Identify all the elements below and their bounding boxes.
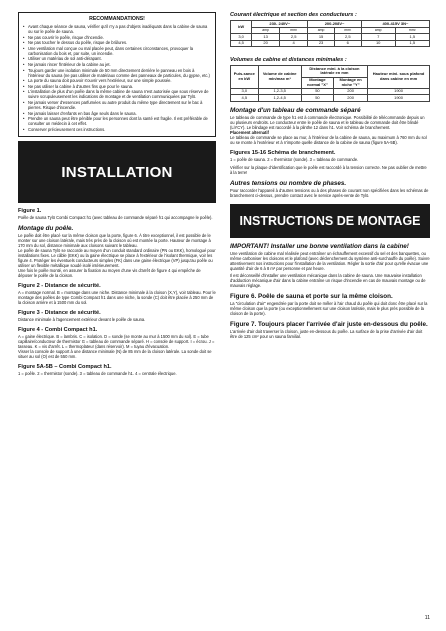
installation-banner: INSTALLATION (18, 141, 216, 203)
table-cell: 50 (301, 95, 333, 102)
recommendation-item: • Ne pas couvrir le poêle, risque d'incendie. (23, 35, 211, 40)
kw-header: kW (231, 21, 252, 34)
current-title: Courant électrique et section des conducteurs : (230, 12, 357, 18)
fig1516-title: Figures 15-16 Schéma de branchement. (230, 149, 336, 156)
fig7-title: Figure 7. Toujours placer l'arrivée d'air juste en-dessous du poêle. (230, 320, 428, 328)
table-cell: 4,5 (231, 40, 252, 47)
left-column (18, 12, 216, 376)
important-paragraph-1: Une ventilation de cabine mal réalisée peut entraîner un échauffement excessif du sel et des banquettes, ou même carboniser les cloisons et le plafond (avec déclenchement du système anti-surchauffe du poêle). Suivre attentivement nos instructions pour l'installation de la ventilation. Régler la sortie d'air pour qu'elle évacue une quantité d'air de 6 à 8 m³ par personne et par heure. (230, 250, 430, 271)
fig1516-text: 1 = poêle de sauna. 2 = thermistor (sonde). 3 = tableau de commande. (230, 156, 359, 162)
table-cell: 6 (334, 40, 361, 47)
volume-title: Volumes de cabine et distances minimales : (230, 57, 347, 64)
montage-paragraph-3: Une fois le poêle monté, en assurer la fixation au moyen d'une vis d'arrêt de figure 4 qui empêche de déposer le poêle de la cloison. (18, 268, 201, 279)
fig1-title: Figure 1. (18, 208, 42, 215)
montage-paragraph-2: Le poêle de sauna Tylö se raccorde au moyen d'un conduit standard ordinaire (PN ou EKK), homologué pour installations fixes. Le câble (EKK) ou la gaine électrique se place à l'extérieur de l'isolant thermique, voir les figure 4. Protéger les éventuels conducteurs simples (FK) dans une gaine électrique (VP) jusqu'au poêle ou utiliser un flexible métallique soudé isolé intérieurement. (18, 248, 216, 269)
fig4-text-2: Visser la console de support à une distance minimale (N) de 85 mm de la cloison latérale. La sonde doit se situer au sol (O) est de 550 mm. (18, 349, 212, 360)
fig4-text: A = gaine électrique. B = lambris. C = isolation. D = sonde (se monte au mur à 1500 mm du sol). E = tube capillaire/conducteur de thermistor G = tableau de commande séparé. H = console de support. I = écrou. J = tasseau. K = vis d'arrêt. L = thermoplateur (dans réservoir). M = tuyau d'évacuation. (18, 334, 215, 350)
table-cell: 7 (361, 34, 395, 41)
recommendation-item: • Une ventilation mal conçue ou mal placée peut, dans certaines circonstances, provoquer la carbonisation du bois et, par suite, un incendie. (23, 46, 211, 56)
table-cell: 20 (252, 40, 280, 47)
fig7-text: L'arrivée d'air doit traverser la cloison, juste en-dessous du poêle. La surface de la prise d'arrivée d'air doit être de 125 cm² pour un sauna familial. (230, 328, 423, 339)
remote-paragraph-2: Le tableau de commande se place au mur, à l'intérieur de la cabine de sauna, au maximum à 760 mm du sol ou se monte à l'extérieur et à n'importe quelle distance de la cabine de sauna (figure 5A-5B). (230, 134, 427, 145)
fig5-title: Figure 5A-5B – Combi Compact h1. (18, 364, 112, 371)
table-cell: 1,2-3,5 (258, 88, 301, 95)
fig6-text: La "circulation d'air" engendrée par la porte doit se mêler à l'air chaud du poêle qui doit donc être placé sur la même cloison que la porte (ou exceptionnellement sur une cloison latérale, mais le plus près possible de la cloison de la porte). (230, 300, 428, 316)
montage-title: Montage du poêle. (18, 225, 74, 233)
recommendation-item: • L'installation de plus d'un poêle dans la même cabine de sauna n'est autorisée que sous réserve de suivre scrupuleusement les indications de montage et de ventilation communiquées par Tylö. (23, 89, 211, 99)
remote-title: Montage d'un tableau de commande séparé (230, 106, 361, 114)
recommendation-item: • Prendre un sauna peut être pénible pour les personnes dont la santé est fragile. Il est préférable de consulter un médecin à cet effet. (23, 116, 211, 126)
table-cell: 1,5 (395, 34, 429, 41)
sub-header: amp (252, 27, 280, 34)
recommendations-list (23, 24, 211, 132)
important-paragraph-2: Il est déconseillé d'installer une ventilation mécanique dans la cabine de sauna. Une mauvaise installation d'adduction mécanique d'air dans la cabine entraîne un risque d'incendie en cas de mauvais montage ou de mauvais réglage. (230, 272, 426, 288)
table-cell: 2,5 (334, 34, 361, 41)
recommendation-item: • Ne pas utiliser la cabine à d'autres fins que pour le sauna. (23, 84, 211, 89)
table-cell: 23 (308, 40, 334, 47)
fig5-text: 1 = poêle. 2 = thermistor (sonde). 3 = tableau de commande h1. 4 = centrale électrique. (18, 371, 177, 377)
table-cell: 200 (334, 88, 368, 95)
important-title: IMPORTANT! Installer une bonne ventilation dans la cabine! (230, 242, 409, 250)
remote-alt-title: Placement alternatif (230, 129, 269, 135)
group-header: 230- 240V~ (252, 21, 308, 28)
sub-header: mm² (334, 27, 361, 34)
verify-text: Vérifier sur la plaque d'identification que le poêle est raccordé à la tension correcte. Ne pas oublier de mettre à la terre! (230, 164, 427, 175)
table-cell: 200 (334, 95, 368, 102)
table-cell: 4,5 (231, 95, 259, 102)
fig2-title: Figure 2 - Distance de sécurité. (18, 283, 101, 290)
remote-paragraph-1: Le tableau de commande de type h1 est à commande électronique. Possibilité de télécommande depuis un ou plusieurs endroits. Le conducteur entre le poêle de sauna et le tableau de commande doit être blindé (LiYCY). Le blindage est raccordé à la plinthe 12 dans h1. Voir schéma de branchement. (230, 114, 425, 130)
table-row (231, 88, 430, 95)
montage-banner: INSTRUCTIONS DE MONTAGE (230, 204, 430, 238)
recommendations-box (18, 12, 216, 137)
group-header: 400-415V 3N~ (361, 21, 429, 28)
vol-header: Hauteur mini. sous plafond dans cabine en mm (368, 66, 430, 88)
table-cell: 3,0 (231, 34, 252, 41)
recommendations-title: RECOMMANDATIONS! (89, 16, 145, 22)
table-row (231, 95, 430, 102)
sub-header: mm² (395, 27, 429, 34)
table-cell: 15 (308, 34, 334, 41)
volume-table (230, 65, 430, 102)
vol-header: Puis-sance en kW (231, 66, 259, 88)
table-cell: 10 (361, 40, 395, 47)
table-cell: 50 (301, 88, 333, 95)
recommendation-item: • Conserver précieusement ces instructions. (23, 127, 211, 132)
vol-sub-header: Montage en niche "Y" (334, 77, 368, 88)
table-cell: 3,0 (231, 88, 259, 95)
recommendation-item: • Ne jamais rincer l'intérieur de la cabine au jet. (23, 62, 211, 67)
fig4-title: Figure 4 - Combi Compact h1. (18, 327, 98, 334)
recommendation-item: • Ne pas toucher le dessus du poêle, risque de brûlures. (23, 40, 211, 45)
other-voltages-title: Autres tensions ou nombre de phases. (230, 179, 347, 187)
table-cell: 1,5 (395, 40, 429, 47)
table-cell: 1900 (368, 88, 430, 95)
table-cell: 1,2-4,5 (258, 95, 301, 102)
current-table (230, 20, 430, 47)
table-cell: 2,5 (279, 34, 307, 41)
recommendation-item: • Avant chaque séance de sauna, vérifier qu'il n'y a pas d'objets inadéquats dans la cabine de sauna ou sur le poêle de sauna. (23, 24, 211, 34)
other-voltages-text: Pour raccorder l'appareil à d'autres tensions ou à des phases de courant non spécifiées dans les schémas de branchement ci-dessus, prendre contact avec le service après-vente de Tylö. (230, 187, 429, 198)
fig6-title: Figure 6. Poêle de sauna et porte sur la même cloison. (230, 292, 393, 300)
recommendation-item: • Ne jamais verser d'essences parfumées ou autre produit du même type directement sur le bac à pierres. Risque d'incendie. (23, 100, 211, 110)
recommendation-item: • Utiliser un matériau de sol anti-dérapant. (23, 56, 211, 61)
group-header: 200-208V~ (308, 21, 361, 28)
sub-header: mm² (279, 27, 307, 34)
page-number: 11 (424, 615, 430, 621)
vol-header: Volume de cabine min/max m³ (258, 66, 301, 88)
table-cell: 1900 (368, 95, 430, 102)
table-cell: 13 (252, 34, 280, 41)
recommendation-item: • Toujours garder une isolation minimale de 50 mm directement derrière le panneau en bois à l'intérieur du sauna (ne pas utiliser de matériaux comme des panneaux de particules, du gypse, etc.) (23, 68, 211, 78)
fig1-text: Poêle de sauna Tylö Combi Compact h1 (avec tableau de commande séparé h1 qui accompagne le poêle). (18, 215, 213, 221)
right-column (230, 12, 430, 339)
sub-header: amp (361, 27, 395, 34)
table-row (231, 40, 430, 47)
table-row (231, 34, 430, 41)
recommendation-item: • La porte du sauna doit pouvoir s'ouvrir vers l'extérieur, sur une simple poussée. (23, 78, 211, 83)
fig3-text: Distance minimale à l'agencement extérieur devant le poêle de sauna. (18, 317, 146, 323)
fig2-text: A = montage normal. B = montage dans une niche. Distance minimale à la cloison (X,Y), voir tableau. Pour le montage des poêles de type Combi Compact h1 dans une niche, la sonde (C) doit être placée à 250 mm de la cloison arrière et à 1500 mm du sol. (18, 290, 216, 306)
vol-sub-header: Montage normal "X" (301, 77, 333, 88)
recommendation-item: • Ne jamais laisser d'enfants en bas âge seuls dans le sauna. (23, 111, 211, 116)
vol-header: Distance mini. à la cloison latérale en mm (301, 66, 367, 77)
montage-paragraph-1: Le poêle doit être placé sur la même cloison que la porte, figure 6. À titre exceptionnel, il est possible de le monter sur une cloison latérale, mais très près de la cloison où est montée la porte. Hauteur de montage à 170 mm du sol, distance minimale aux cloisons suivant le tableau. (18, 233, 211, 249)
table-cell: 4 (279, 40, 307, 47)
fig3-title: Figure 3 - Distance de sécurité. (18, 310, 101, 317)
sub-header: amp (308, 27, 334, 34)
